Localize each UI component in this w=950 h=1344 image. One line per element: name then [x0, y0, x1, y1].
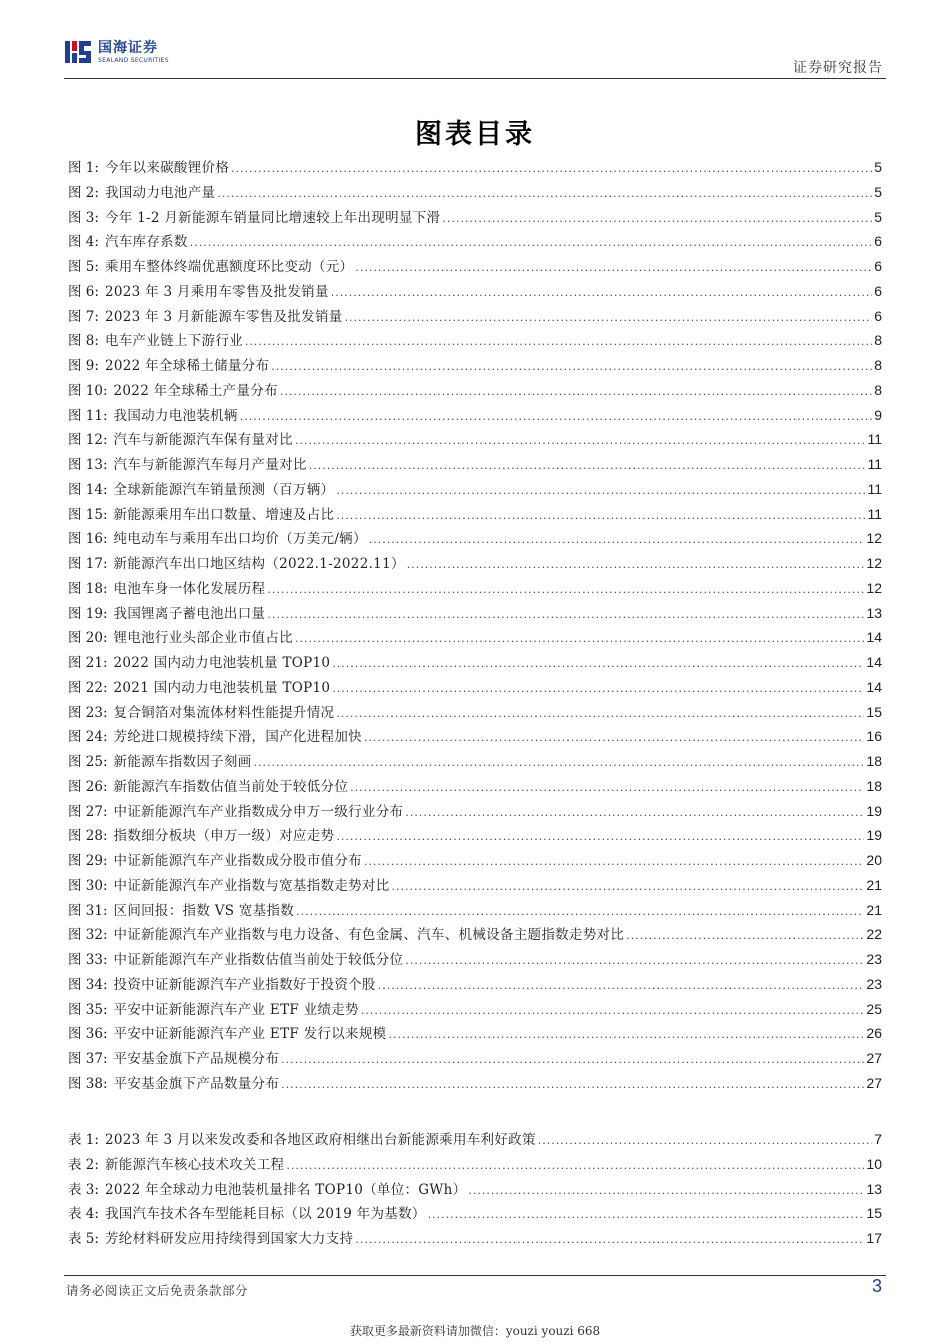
entry-title: 2022 年全球稀土产量分布: [113, 382, 278, 399]
entry-title: 汽车与新能源汽车每月产量对比: [113, 457, 307, 473]
toc-entry[interactable]: [68, 602, 882, 627]
dot-leader: [231, 162, 872, 175]
dot-leader: [538, 1134, 872, 1147]
entry-title: 平安中证新能源汽车产业 ETF 发行以来规模: [113, 1026, 387, 1043]
entry-page: 23: [866, 951, 882, 967]
sealand-logo-icon: [64, 38, 92, 66]
entry-title: 锂电池行业头部企业市值占比: [113, 630, 293, 647]
entry-page: 13: [866, 604, 882, 621]
entry-number: 图 19:: [68, 605, 108, 622]
toc-entry[interactable]: [68, 379, 882, 404]
toc-entry[interactable]: [68, 775, 882, 800]
dot-leader: [240, 410, 872, 423]
entry-page: 5: [874, 183, 882, 200]
figure-list: [68, 156, 882, 1097]
toc-entry[interactable]: [68, 354, 882, 379]
entry-title: 复合铜箔对集流体材料性能提升情况: [113, 704, 335, 721]
entry-title: 电车产业链上下游行业: [104, 333, 243, 350]
dot-leader: [296, 905, 864, 918]
dot-leader: [350, 781, 864, 794]
entry-number: 图 33:: [68, 952, 108, 968]
dot-leader: [369, 533, 865, 546]
entry-number: 图 11:: [68, 407, 108, 424]
entry-title: 新能源汽车指数估值当前处于较低分位: [113, 778, 349, 795]
toc-entry[interactable]: [68, 1047, 882, 1072]
entry-number: 图 37:: [68, 1051, 108, 1067]
entry-title: 区间回报：指数 VS 宽基指数: [113, 902, 295, 919]
logo-chinese-name: 国海证券: [98, 39, 158, 56]
dot-leader: [392, 880, 865, 893]
entry-page: 6: [874, 282, 882, 299]
toc-entry[interactable]: [68, 701, 882, 726]
toc-entry[interactable]: [68, 1227, 882, 1252]
entry-page: 27: [866, 1050, 882, 1066]
dot-leader: [254, 756, 865, 769]
entry-title: 指数细分板块（申万一级）对应走势: [113, 828, 335, 845]
toc-entry[interactable]: [68, 800, 882, 825]
entry-page: 7: [874, 1131, 882, 1147]
toc-entry[interactable]: [68, 824, 882, 849]
entry-title: 芳纶材料研发应用持续得到国家大力支持: [104, 1231, 354, 1247]
toc-entry[interactable]: [68, 428, 882, 453]
dot-leader: [336, 830, 864, 843]
entry-page: 14: [866, 654, 882, 670]
entry-title: 中证新能源汽车产业指数成分股市值分布: [113, 853, 362, 869]
entry-title: 我国动力电池产量: [104, 184, 216, 201]
entry-number: 图 2:: [68, 184, 99, 201]
entry-title: 2023 年 3 月乘用车零售及批发销量: [104, 283, 329, 300]
entry-number: 图 32:: [68, 927, 108, 944]
page-title: 图表目录: [415, 119, 535, 150]
dot-leader: [271, 360, 872, 373]
table-list: [68, 1128, 882, 1252]
footer-note: 获取更多最新资料请加微信：youzi youzi 668: [349, 1324, 601, 1338]
entry-title: 新能源汽车出口地区结构（2022.1-2022.11）: [113, 556, 405, 572]
dot-leader: [217, 187, 872, 200]
entry-number: 图 25:: [68, 754, 108, 770]
entry-number: 图 23:: [68, 704, 108, 721]
entry-number: 图 36:: [68, 1026, 108, 1043]
dot-leader: [405, 806, 864, 819]
toc-entry[interactable]: [68, 1022, 882, 1047]
toc-entry[interactable]: [68, 404, 882, 429]
toc-entry[interactable]: [68, 280, 882, 305]
toc-entry[interactable]: [68, 453, 882, 478]
entry-title: 今年以来碳酸锂价格: [104, 160, 230, 176]
toc-entry[interactable]: [68, 1202, 882, 1227]
entry-page: 8: [874, 381, 882, 398]
entry-number: 表 5:: [68, 1231, 99, 1247]
entry-number: 图 38:: [68, 1075, 108, 1092]
entry-page: 11: [867, 431, 882, 448]
dot-leader: [332, 682, 864, 695]
entry-number: 图 30:: [68, 877, 108, 894]
entry-number: 图 27:: [68, 803, 108, 820]
entry-page: 15: [866, 1205, 882, 1222]
dot-leader: [626, 929, 864, 942]
dot-leader: [336, 509, 865, 522]
entry-number: 表 3:: [68, 1181, 99, 1198]
dot-leader: [355, 1233, 864, 1246]
entry-title: 中证新能源汽车产业指数与宽基指数走势对比: [113, 877, 390, 894]
entry-title: 2022 年全球稀土储量分布: [104, 358, 270, 374]
toc-entry[interactable]: [68, 181, 882, 206]
entry-number: 图 12:: [68, 432, 108, 449]
toc-entry[interactable]: [68, 1178, 882, 1203]
dot-leader: [190, 236, 872, 249]
dot-leader: [281, 1078, 864, 1091]
toc-entry[interactable]: [68, 998, 882, 1023]
entry-number: 图 34:: [68, 976, 108, 993]
entry-page: 11: [867, 505, 882, 522]
entry-number: 图 9:: [68, 358, 99, 374]
entry-page: 12: [866, 555, 882, 571]
toc-entry[interactable]: [68, 676, 882, 701]
entry-page: 15: [866, 703, 882, 720]
entry-number: 图 26:: [68, 778, 108, 795]
dot-leader: [331, 286, 872, 299]
entry-number: 表 2:: [68, 1156, 99, 1173]
entry-title: 纯电动车与乘用车出口均价（万美元/辆）: [113, 531, 367, 548]
entry-page: 6: [874, 233, 882, 250]
header-divider: [64, 78, 886, 79]
entry-number: 图 14:: [68, 481, 108, 498]
dot-leader: [295, 434, 866, 447]
toc-entry[interactable]: [68, 156, 882, 181]
entry-title: 2023 年 3 月新能源车零售及批发销量: [104, 308, 343, 325]
dot-leader: [361, 1004, 865, 1017]
dot-leader: [442, 212, 872, 225]
entry-page: 6: [874, 258, 882, 274]
entry-number: 表 4:: [68, 1206, 99, 1223]
entry-number: 图 20:: [68, 630, 108, 647]
dot-leader: [336, 484, 865, 497]
dot-leader: [355, 261, 872, 274]
logo-english-name: SEALAND SECURITIES: [98, 56, 169, 64]
dot-leader: [267, 583, 864, 596]
dot-leader: [407, 558, 865, 571]
entry-title: 2021 国内动力电池装机量 TOP10: [113, 679, 331, 696]
entry-page: 16: [866, 728, 882, 745]
dot-leader: [468, 1184, 864, 1197]
entry-title: 电池车身一体化发展历程: [113, 580, 266, 597]
dot-leader: [364, 855, 864, 868]
entry-number: 图 7:: [68, 308, 99, 325]
toc-entry[interactable]: [68, 206, 882, 231]
dot-leader: [281, 1053, 864, 1066]
entry-page: 22: [866, 926, 882, 943]
company-logo: [64, 38, 169, 66]
dot-leader: [378, 979, 865, 992]
entry-title: 2023 年 3 月以来发改委和各地区政府相继出台新能源乘用车利好政策: [104, 1132, 536, 1148]
entry-title: 平安中证新能源汽车产业 ETF 业绩走势: [113, 1001, 359, 1018]
dot-leader: [405, 954, 864, 967]
entry-number: 图 10:: [68, 382, 108, 399]
toc-entry[interactable]: [68, 478, 882, 503]
entry-page: 26: [866, 1025, 882, 1042]
entry-number: 图 1:: [68, 160, 99, 176]
dot-leader: [309, 459, 866, 472]
dot-leader: [428, 1208, 865, 1221]
entry-number: 图 24:: [68, 729, 108, 746]
entry-page: 9: [874, 406, 882, 423]
entry-title: 全球新能源汽车销量预测（百万辆）: [113, 481, 335, 498]
entry-title: 新能源汽车核心技术攻关工程: [104, 1156, 285, 1173]
entry-number: 图 8:: [68, 333, 99, 350]
entry-title: 平安基金旗下产品数量分布: [113, 1075, 280, 1092]
entry-title: 中证新能源汽车产业指数与电力设备、有色金属、汽车、机械设备主题指数走势对比: [113, 927, 625, 944]
entry-title: 中证新能源汽车产业指数估值当前处于较低分位: [113, 952, 404, 968]
entry-page: 12: [866, 530, 882, 547]
toc-entry[interactable]: [68, 255, 882, 280]
entry-page: 19: [866, 827, 882, 844]
entry-title: 新能源乘用车出口数量、增速及占比: [113, 506, 335, 523]
toc-entry[interactable]: [68, 1072, 882, 1097]
entry-number: 图 3:: [68, 209, 99, 226]
entry-page: 21: [866, 876, 882, 893]
entry-number: 图 4:: [68, 234, 99, 251]
dot-leader: [295, 632, 864, 645]
entry-page: 11: [867, 480, 882, 497]
entry-number: 图 17:: [68, 556, 108, 572]
entry-title: 汽车库存系数: [104, 234, 188, 251]
entry-page: 18: [866, 777, 882, 794]
toc-entry[interactable]: [68, 651, 882, 676]
toc-entry[interactable]: [68, 750, 882, 775]
entry-number: 图 6:: [68, 283, 99, 300]
entry-number: 图 28:: [68, 828, 108, 845]
dot-leader: [364, 731, 864, 744]
entry-title: 我国锂离子蓄电池出口量: [113, 605, 266, 622]
entry-page: 21: [866, 901, 882, 918]
toc-entry[interactable]: [68, 899, 882, 924]
entry-page: 5: [874, 208, 882, 225]
entry-page: 14: [866, 678, 882, 695]
toc-entry[interactable]: [68, 503, 882, 528]
entry-page: 18: [866, 753, 882, 769]
toc-entry[interactable]: [68, 527, 882, 552]
toc-entry[interactable]: [68, 1128, 882, 1153]
entry-page: 23: [866, 975, 882, 992]
entry-page: 12: [866, 579, 882, 596]
toc-entry[interactable]: [68, 948, 882, 973]
toc-entry[interactable]: [68, 552, 882, 577]
dot-leader: [245, 335, 872, 348]
entry-title: 乘用车整体终端优惠额度环比变动（元）: [104, 259, 354, 275]
toc-entry[interactable]: [68, 230, 882, 255]
dot-leader: [345, 311, 873, 324]
entry-number: 图 29:: [68, 853, 108, 869]
toc-entry[interactable]: [68, 725, 882, 750]
entry-number: 图 22:: [68, 679, 108, 696]
entry-page: 11: [867, 456, 882, 472]
entry-page: 14: [866, 629, 882, 646]
toc-entry[interactable]: [68, 874, 882, 899]
footer-divider: [64, 1275, 886, 1276]
entry-page: 19: [866, 802, 882, 819]
dot-leader: [286, 1159, 864, 1172]
page-number: 3: [871, 1276, 882, 1296]
entry-title: 2022 国内动力电池装机量 TOP10: [113, 655, 331, 671]
toc-entry[interactable]: [68, 329, 882, 354]
entry-page: 27: [866, 1074, 882, 1091]
entry-number: 图 5:: [68, 259, 99, 275]
dot-leader: [336, 707, 864, 720]
toc-entry[interactable]: [68, 849, 882, 874]
entry-page: 8: [874, 357, 882, 373]
toc-entry[interactable]: [68, 626, 882, 651]
toc-entry[interactable]: [68, 923, 882, 948]
entry-title: 2022 年全球动力电池装机量排名 TOP10（单位：GWh）: [104, 1181, 467, 1198]
entry-number: 图 35:: [68, 1001, 108, 1018]
entry-title: 我国动力电池装机辆: [113, 407, 238, 424]
entry-page: 13: [866, 1180, 882, 1197]
entry-title: 今年 1-2 月新能源车销量同比增速较上年出现明显下滑: [104, 209, 441, 226]
dot-leader: [267, 608, 864, 621]
entry-number: 图 13:: [68, 457, 108, 473]
entry-page: 17: [866, 1230, 882, 1246]
entry-title: 芳纶进口规模持续下滑，国产化进程加快: [113, 729, 362, 746]
entry-title: 我国汽车技术各车型能耗目标（以 2019 年为基数）: [104, 1206, 426, 1223]
entry-page: 10: [866, 1155, 882, 1172]
entry-page: 20: [866, 852, 882, 868]
toc-entry[interactable]: [68, 577, 882, 602]
dot-leader: [388, 1028, 864, 1041]
entry-page: 8: [874, 332, 882, 349]
entry-number: 图 16:: [68, 531, 108, 548]
entry-number: 图 21:: [68, 655, 108, 671]
entry-page: 5: [874, 159, 882, 175]
entry-title: 新能源车指数因子刻画: [113, 754, 252, 770]
entry-page: 6: [874, 307, 882, 324]
dot-leader: [332, 657, 864, 670]
report-type: 证券研究报告: [793, 60, 883, 76]
toc-entry[interactable]: [68, 973, 882, 998]
entry-number: 图 15:: [68, 506, 108, 523]
dot-leader: [280, 385, 872, 398]
entry-title: 平安基金旗下产品规模分布: [113, 1051, 280, 1067]
entry-title: 中证新能源汽车产业指数成分申万一级行业分布: [113, 803, 404, 820]
toc-entry[interactable]: [68, 1153, 882, 1178]
entry-number: 表 1:: [68, 1132, 99, 1148]
toc-entry[interactable]: [68, 305, 882, 330]
entry-title: 投资中证新能源汽车产业指数好于投资个股: [113, 976, 376, 993]
entry-number: 图 31:: [68, 902, 108, 919]
footer-disclaimer: 请务必阅读正文后免责条款部分: [66, 1283, 249, 1298]
entry-number: 图 18:: [68, 580, 108, 597]
entry-page: 25: [866, 1000, 882, 1017]
entry-title: 汽车与新能源汽车保有量对比: [113, 432, 293, 449]
